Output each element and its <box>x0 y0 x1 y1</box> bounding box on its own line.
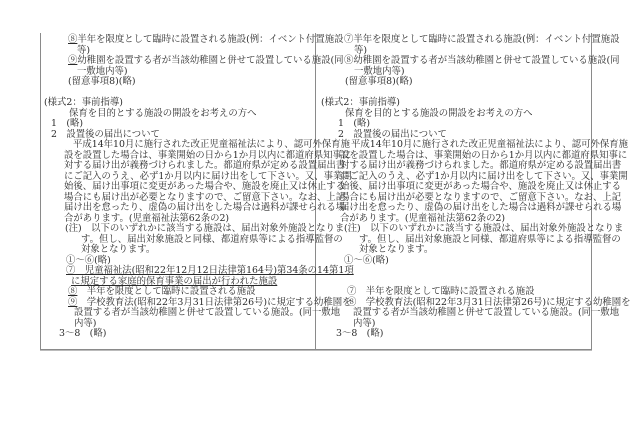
left-text-line <box>68 56 344 67</box>
left-text-line: 等) <box>77 44 91 56</box>
right-text-line: ①〜⑥(略) <box>344 254 389 266</box>
right-text-line: (注) 以下のいずれかに該当する施設は、届出対象外施設となりま <box>344 223 624 234</box>
right-text-line: す。但し、届出対象施設と同様、都道府県等による指導監督の <box>359 233 621 245</box>
item-text: 幼稚園を設置する者が当該幼稚園と併せて設置している施設(同 <box>77 55 344 66</box>
right-text-line: ⑦半年を限度として臨時に設置される施設(例：イベント付置施設 <box>344 34 620 45</box>
item-text: 半年を限度として臨時に設置される施設(例：イベント付置施設 <box>77 34 344 45</box>
left-text-line: 始後、届け出事項に変更があった場合や、施設を廃止又は休止する <box>64 181 345 192</box>
left-text-line <box>68 35 344 46</box>
left-text-line: 内等) <box>74 317 97 329</box>
right-text-line: 保育を目的とする施設の開設をお考えの方へ <box>345 107 533 119</box>
right-text-line: 平成14年10月に施行された改正児童福祉法により、認可外保育施 <box>351 139 628 150</box>
right-text-line: 3〜8 (略) <box>336 328 384 339</box>
left-text-line: 3〜8 (略) <box>59 328 107 339</box>
left-text-line: ①〜⑥(略) <box>66 254 111 266</box>
item-text: 学校教育法(昭和22年3月31日法律第26号)に規定する幼稚園を <box>77 296 352 308</box>
left-text-line: 届け出を怠ったり、虚偽の届け出をした場合は過料が課せられる場 <box>64 202 346 213</box>
right-text-line: 1 (略) <box>338 118 371 129</box>
right-text-line: ⑦ 半年を限度として臨時に設置される施設 <box>347 286 535 297</box>
right-text-line: ⑧幼稚園を設置する者が当該幼稚園と併せて設置している施設(同 <box>344 55 620 66</box>
right-text-line: (様式2：事前指導) <box>321 97 400 108</box>
item-number: ⑨ <box>68 55 78 66</box>
left-text-line: 設置する者が当該幼稚園と併せて設置している施設。(同一敷地 <box>74 307 341 318</box>
right-text-line: 設置する者が当該幼稚園と併せて設置している施設。(同一敷地 <box>353 307 620 318</box>
left-text-line: (留意事項8)(略) <box>68 76 136 87</box>
left-text-line: (注) 以下のいずれかに該当する施設は、届出対象外施設となりま <box>65 223 345 234</box>
right-text-line: (留意事項8)(略) <box>345 76 413 87</box>
right-text-line: 始後、届け出事項に変更があった場合や、施設を廃止又は休止する <box>340 181 621 192</box>
item-number: ⑧ <box>68 34 78 45</box>
left-text-line: に規定する家庭的保育事業の届出が行われた施設 <box>71 275 278 287</box>
right-text-line: 対する届け出が義務づけられました。都道府県が定める設置届出書 <box>340 160 622 171</box>
comparison-table <box>40 33 630 350</box>
right-text-line: 設を設置した場合は、事業開始の日から1か月以内に都道府県知事に <box>340 149 628 161</box>
left-text-line: 保育を目的とする施設の開設をお考えの方へ <box>69 107 257 119</box>
left-text-line: す。但し、届出対象施設と同様、都道府県等による指導監督の <box>81 233 343 245</box>
left-text-line: 合があります。(児童福祉法第62条の2) <box>64 212 230 224</box>
right-text-line: ⑧ 学校教育法(昭和22年3月31日法律第26号)に規定する幼稚園を <box>347 296 630 308</box>
left-text-line: 場合にも届け出が必要となりますので、ご留意下さい。なお、上記 <box>64 191 346 203</box>
right-text-line: 内等) <box>353 317 376 329</box>
right-text-line: 一敷地内等) <box>354 65 405 77</box>
left-text-line: 設を設置した場合は、事業開始の日から1か月以内に都道府県知事に <box>64 149 352 161</box>
left-text-line: (様式2：事前指導) <box>44 97 123 108</box>
left-text-line: 一敷地内等) <box>77 65 128 77</box>
left-text-line: ⑦ 児童福祉法(昭和22年12月12日法律第164号)第34条の14第1項 <box>66 265 354 276</box>
right-text-line: 合があります。(児童福祉法第62条の2) <box>340 212 506 224</box>
item-text: 半年を限度として臨時に設置される施設 <box>77 286 256 297</box>
left-text-line: 2 設置後の届出について <box>51 128 160 140</box>
current-text-column <box>316 33 630 349</box>
right-text-line: にご記入のうえ、必ず1か月以内に届け出をして下さい。又、事業開 <box>340 170 628 182</box>
right-text-line: 等) <box>354 44 368 56</box>
left-text-line: 対象となります。 <box>81 244 156 255</box>
left-text-line: 1 (略) <box>51 118 84 129</box>
item-number: ⑧ <box>68 286 78 297</box>
right-text-line: 届け出を怠ったり、虚偽の届け出をした場合は過料が課せられる場 <box>340 202 622 213</box>
revised-text-column <box>41 33 354 349</box>
right-text-line: 場合にも届け出が必要となりますので、ご留意下さい。なお、上記 <box>340 191 622 203</box>
left-text-line: 対する届け出が義務づけられました。都道府県が定める設置届出書 <box>64 160 346 171</box>
left-text-line: 平成14年10月に施行された改正児童福祉法により、認可外保育施 <box>73 139 350 150</box>
left-text-line: にご記入のうえ、必ず1か月以内に届け出をして下さい。又、事業開 <box>64 170 352 182</box>
right-text-line: 対象となります。 <box>359 244 434 255</box>
item-number: ⑨ <box>68 296 78 308</box>
right-text-line: 2 設置後の届出について <box>338 128 447 140</box>
